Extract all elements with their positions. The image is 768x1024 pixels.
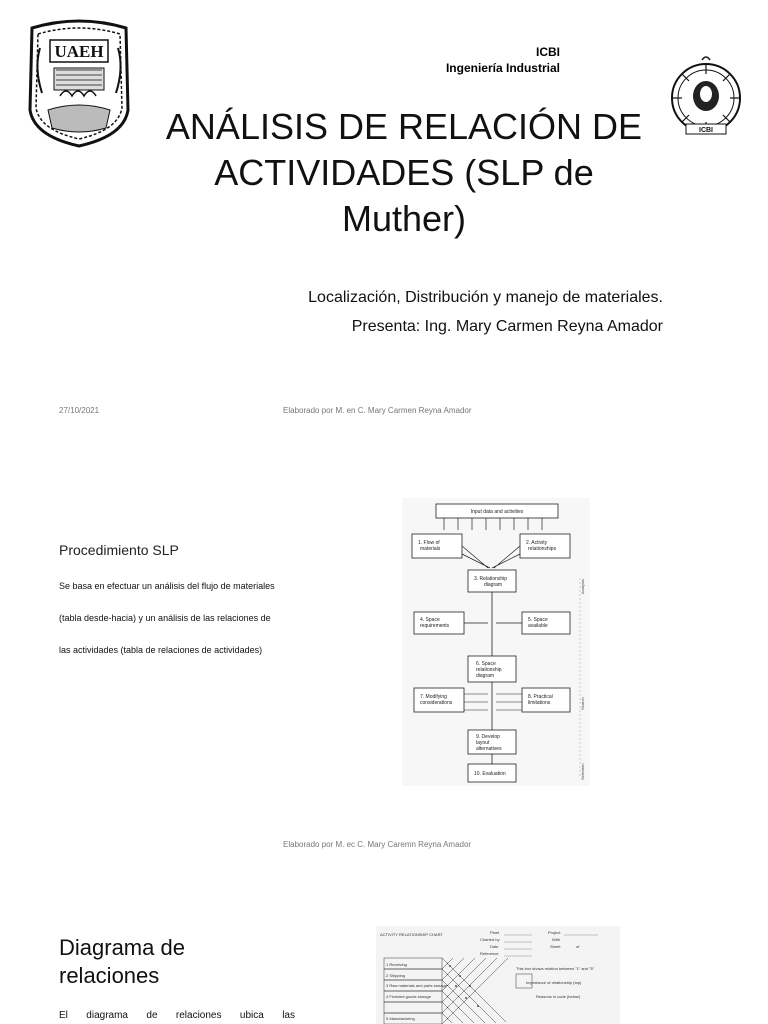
chart-field: Sheet [550, 944, 561, 949]
flow-label: alternatives [476, 746, 502, 752]
flow-label: 1. Flow of [418, 540, 440, 546]
flow-side-label: Analysis [580, 579, 585, 594]
slp-procedure-slide [0, 448, 768, 868]
chart-field: Plant [490, 930, 500, 935]
flow-side-label: Search [580, 697, 585, 710]
org-line-program: Ingeniería Industrial [445, 61, 560, 75]
icbi-logo-text: ICBI [699, 127, 713, 134]
flow-label: layout [476, 740, 490, 746]
presenter: Presenta: Ing. Mary Carmen Reyna Amador [351, 318, 663, 335]
paragraph-line: (tabla desde-hacia) y un análisis de las relaciones de [59, 613, 271, 623]
flow-label: diagram [476, 673, 495, 679]
chart-field: of [576, 944, 580, 949]
chart-field: Project [548, 930, 561, 935]
flow-side-label: Selection [580, 763, 585, 780]
chart-row-label: 3 Raw materials and parts storage [386, 983, 447, 988]
flow-label: 2. Activity [526, 540, 548, 546]
flow-label: 3. Relationship [474, 576, 508, 582]
flow-label: requirements [420, 623, 450, 629]
section-paragraph [59, 570, 299, 666]
chart-header: ACTIVITY RELATIONSHIP CHART [380, 932, 443, 937]
section-heading: Procedimiento SLP [59, 542, 179, 558]
course-name: Localización, Distribución y manejo de materiales. [308, 289, 663, 306]
chart-row-label: 1 Receiving [386, 962, 407, 967]
flow-label: available [528, 623, 548, 629]
page-title: ANÁLISIS DE RELACIÓN DE ACTIVIDADES (SLP de Muther) [165, 106, 643, 239]
uaeh-logo-text: UAEH [54, 42, 104, 61]
chart-field: Reference [480, 951, 499, 956]
chart-row-label: 5 Manufacturing [386, 1016, 415, 1021]
flow-label: 4. Space [420, 617, 440, 623]
flow-label: considerations [420, 700, 453, 706]
org-line-icbi: ICBI [536, 45, 560, 59]
paragraph-line: las actividades (tabla de relaciones de actividades) [59, 645, 263, 655]
chart-row-label: 4 Finished goods storage [386, 994, 431, 999]
title-line: relaciones [59, 963, 160, 988]
title-line: Diagrama de [59, 935, 185, 960]
section-paragraph: El diagrama de relaciones ubica las [59, 1010, 295, 1021]
chart-field: With [552, 937, 560, 942]
flow-label: Input data and activities [470, 509, 524, 515]
chart-note: This box shows relation between "1" and "5" [516, 966, 595, 971]
icbi-emblem-logo [666, 54, 746, 140]
flow-label: materials [420, 546, 441, 552]
flow-label: diagram [484, 582, 503, 588]
flow-label: 7. Modifying [420, 694, 447, 700]
activity-relationship-chart-figure [376, 926, 620, 1024]
flow-label: 9. Develop [476, 734, 500, 740]
chart-note: Importance of relationship (top) [526, 980, 582, 985]
author-footer: Elaborado por M. en C. Mary Carmen Reyna Amador [283, 406, 472, 415]
uaeh-emblem-logo [20, 18, 138, 150]
flow-label: 10. Evaluation [474, 771, 506, 777]
title-slide [0, 0, 768, 440]
section-title [59, 934, 185, 990]
flow-label: limitations [528, 700, 551, 706]
flow-label: 5. Space [528, 617, 548, 623]
chart-field: Date [490, 944, 499, 949]
flow-label: relationship [476, 667, 502, 673]
flow-label: 8. Practical [528, 694, 553, 700]
flow-label: 6. Space [476, 661, 496, 667]
date-footer: 27/10/2021 [59, 406, 100, 415]
chart-field: Charted by [480, 937, 500, 942]
paragraph-line: Se basa en efectuar un análisis del flujo de materiales [59, 581, 275, 591]
chart-row-label: 2 Shipping [386, 973, 405, 978]
chart-note: Reasons in code (below) [536, 994, 581, 999]
author-footer: Elaborado por M. ec C. Mary Caremn Reyna Amador [283, 840, 472, 849]
flow-label: relationships [528, 546, 557, 552]
slp-flowchart-figure [402, 498, 590, 786]
org-header [446, 44, 560, 76]
